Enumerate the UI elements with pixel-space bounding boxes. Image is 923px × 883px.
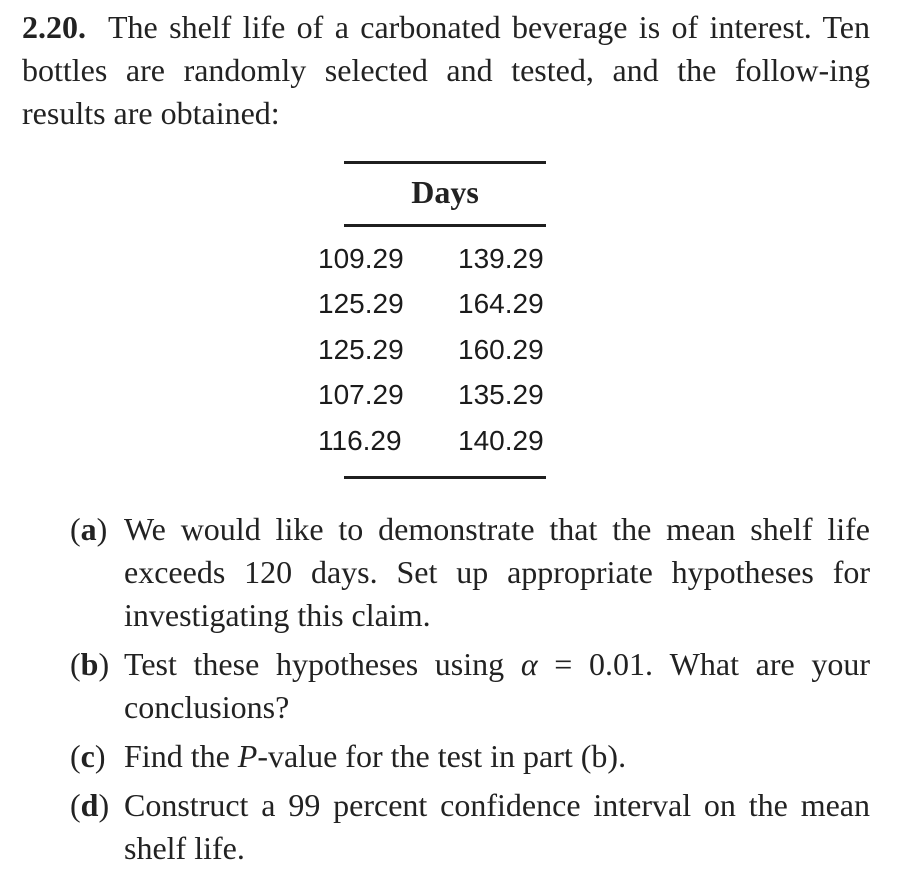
table-cell: 125.29 <box>318 288 404 320</box>
table-row <box>318 418 568 464</box>
table-cell: 116.29 <box>318 424 402 456</box>
table-row <box>318 373 568 419</box>
table-row <box>318 327 568 373</box>
alpha-symbol: α <box>520 646 538 682</box>
table-row <box>318 282 568 328</box>
problem-number: 2.20. <box>22 9 86 45</box>
part-a-label: (a) <box>70 511 108 547</box>
part-d <box>70 784 870 870</box>
table-cell: 125.29 <box>318 333 404 365</box>
part-b-label: (b) <box>70 646 110 682</box>
part-c-text-after: -value for the test in part (b). <box>257 738 627 774</box>
part-c <box>70 735 870 778</box>
problem-parts <box>70 508 870 870</box>
days-data-table <box>318 236 568 464</box>
table-cell: 135.29 <box>458 379 544 411</box>
table-row <box>318 236 568 282</box>
table-cell: 107.29 <box>318 379 404 411</box>
part-c-label: (c) <box>70 738 106 774</box>
problem-intro-text: The shelf life of a carbonated beverage is of interest. Ten bottles are randomly selected and tested, and the follow-ing results are obtained: <box>22 9 870 131</box>
table-header-rule <box>344 224 546 227</box>
table-bottom-rule <box>344 476 546 479</box>
table-cell: 109.29 <box>318 242 404 274</box>
p-italic: P <box>237 738 258 774</box>
part-c-text-before: Find the <box>124 738 230 774</box>
part-a-text: We would like to demonstrate that the mean shelf life exceeds 120 days. Set up appropriate hypotheses for investigating this claim. <box>124 511 870 633</box>
part-d-label: (d) <box>70 787 110 823</box>
part-b-text-after: = 0.01. What are your conclusions? <box>124 646 871 725</box>
part-b <box>70 643 870 729</box>
part-a <box>70 508 870 637</box>
table-header-days: Days <box>411 174 479 210</box>
table-cell: 164.29 <box>458 288 544 320</box>
table-cell: 139.29 <box>458 242 544 274</box>
table-cell: 140.29 <box>458 424 544 456</box>
table-top-rule <box>344 161 546 164</box>
part-d-text: Construct a 99 percent confidence interval on the mean shelf life. <box>124 787 870 866</box>
problem-intro <box>22 6 870 135</box>
table-cell: 160.29 <box>458 333 544 365</box>
part-b-text-before: Test these hypotheses using <box>124 646 505 682</box>
